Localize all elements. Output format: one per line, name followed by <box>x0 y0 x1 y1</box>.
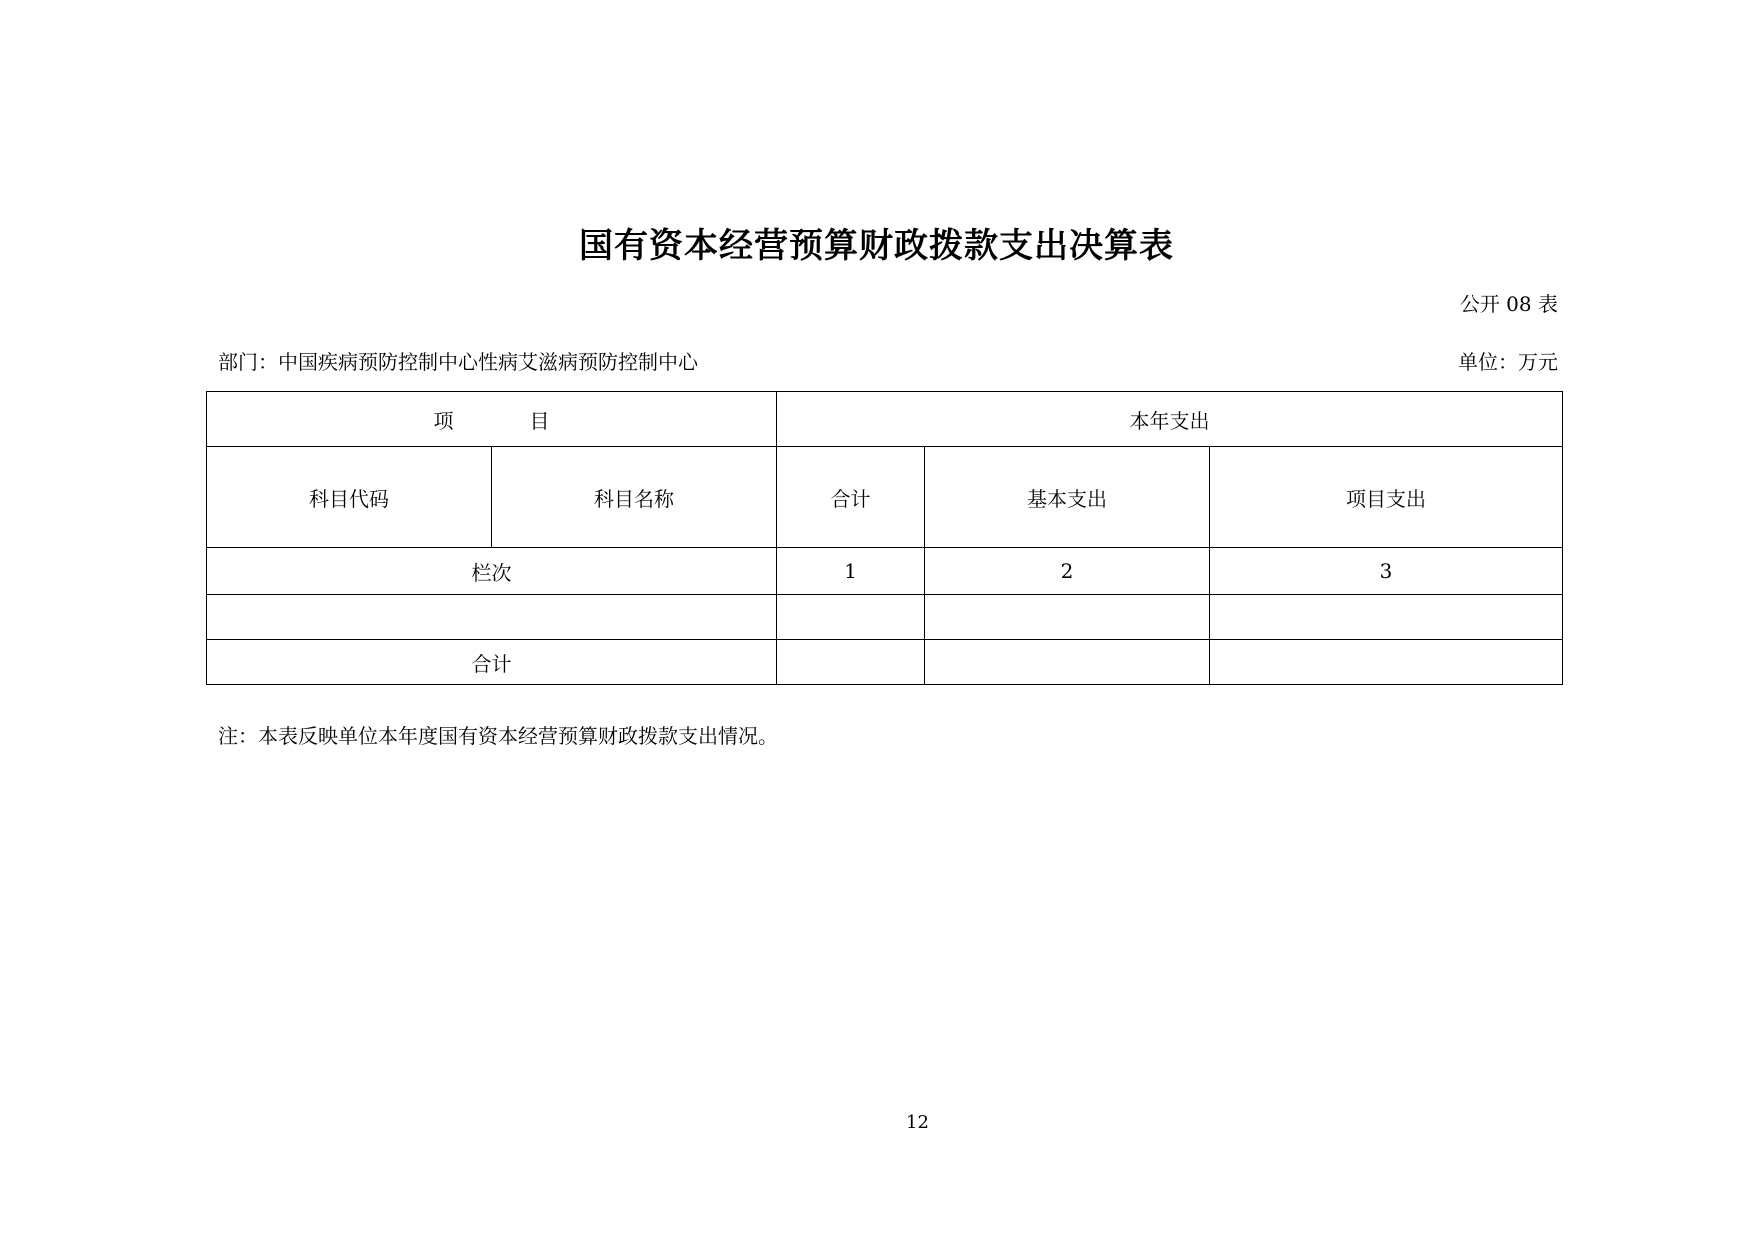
page-title: 国有资本经营预算财政拨款支出决算表 <box>579 226 1174 266</box>
empty-cell <box>777 595 925 640</box>
table-header-row <box>207 392 1563 447</box>
empty-cell <box>207 595 777 640</box>
row-index-value-3: 3 <box>1210 548 1563 595</box>
col-basic-expense: 基本支出 <box>925 447 1210 548</box>
total-value-2 <box>925 640 1210 685</box>
page-number: 12 <box>906 1112 929 1133</box>
row-index-value-2: 2 <box>925 548 1210 595</box>
form-code: 公开 08 表 <box>1459 292 1558 316</box>
table-row <box>207 595 1563 640</box>
department-label: 部门：中国疾病预防控制中心性病艾滋病预防控制中心 <box>218 350 698 374</box>
header-item-cell <box>207 392 777 447</box>
empty-cell <box>1210 595 1563 640</box>
table-row-total <box>207 640 1563 685</box>
table-row-index <box>207 548 1563 595</box>
table-subheader-row <box>207 447 1563 548</box>
unit-label: 单位：万元 <box>1458 350 1558 374</box>
total-value-1 <box>777 640 925 685</box>
table-note: 注：本表反映单位本年度国有资本经营预算财政拨款支出情况。 <box>218 724 778 748</box>
row-index-value-1: 1 <box>777 548 925 595</box>
expense-table <box>206 391 1563 685</box>
empty-cell <box>925 595 1210 640</box>
header-item-part1: 项 <box>433 408 454 433</box>
header-item-part2: 目 <box>529 408 550 433</box>
col-total: 合计 <box>777 447 925 548</box>
row-index-label: 栏次 <box>207 548 777 595</box>
col-subject-name: 科目名称 <box>492 447 777 548</box>
total-row-label: 合计 <box>207 640 777 685</box>
col-subject-code: 科目代码 <box>207 447 492 548</box>
total-value-3 <box>1210 640 1563 685</box>
header-current-year-expense: 本年支出 <box>777 392 1563 447</box>
col-project-expense: 项目支出 <box>1210 447 1563 548</box>
